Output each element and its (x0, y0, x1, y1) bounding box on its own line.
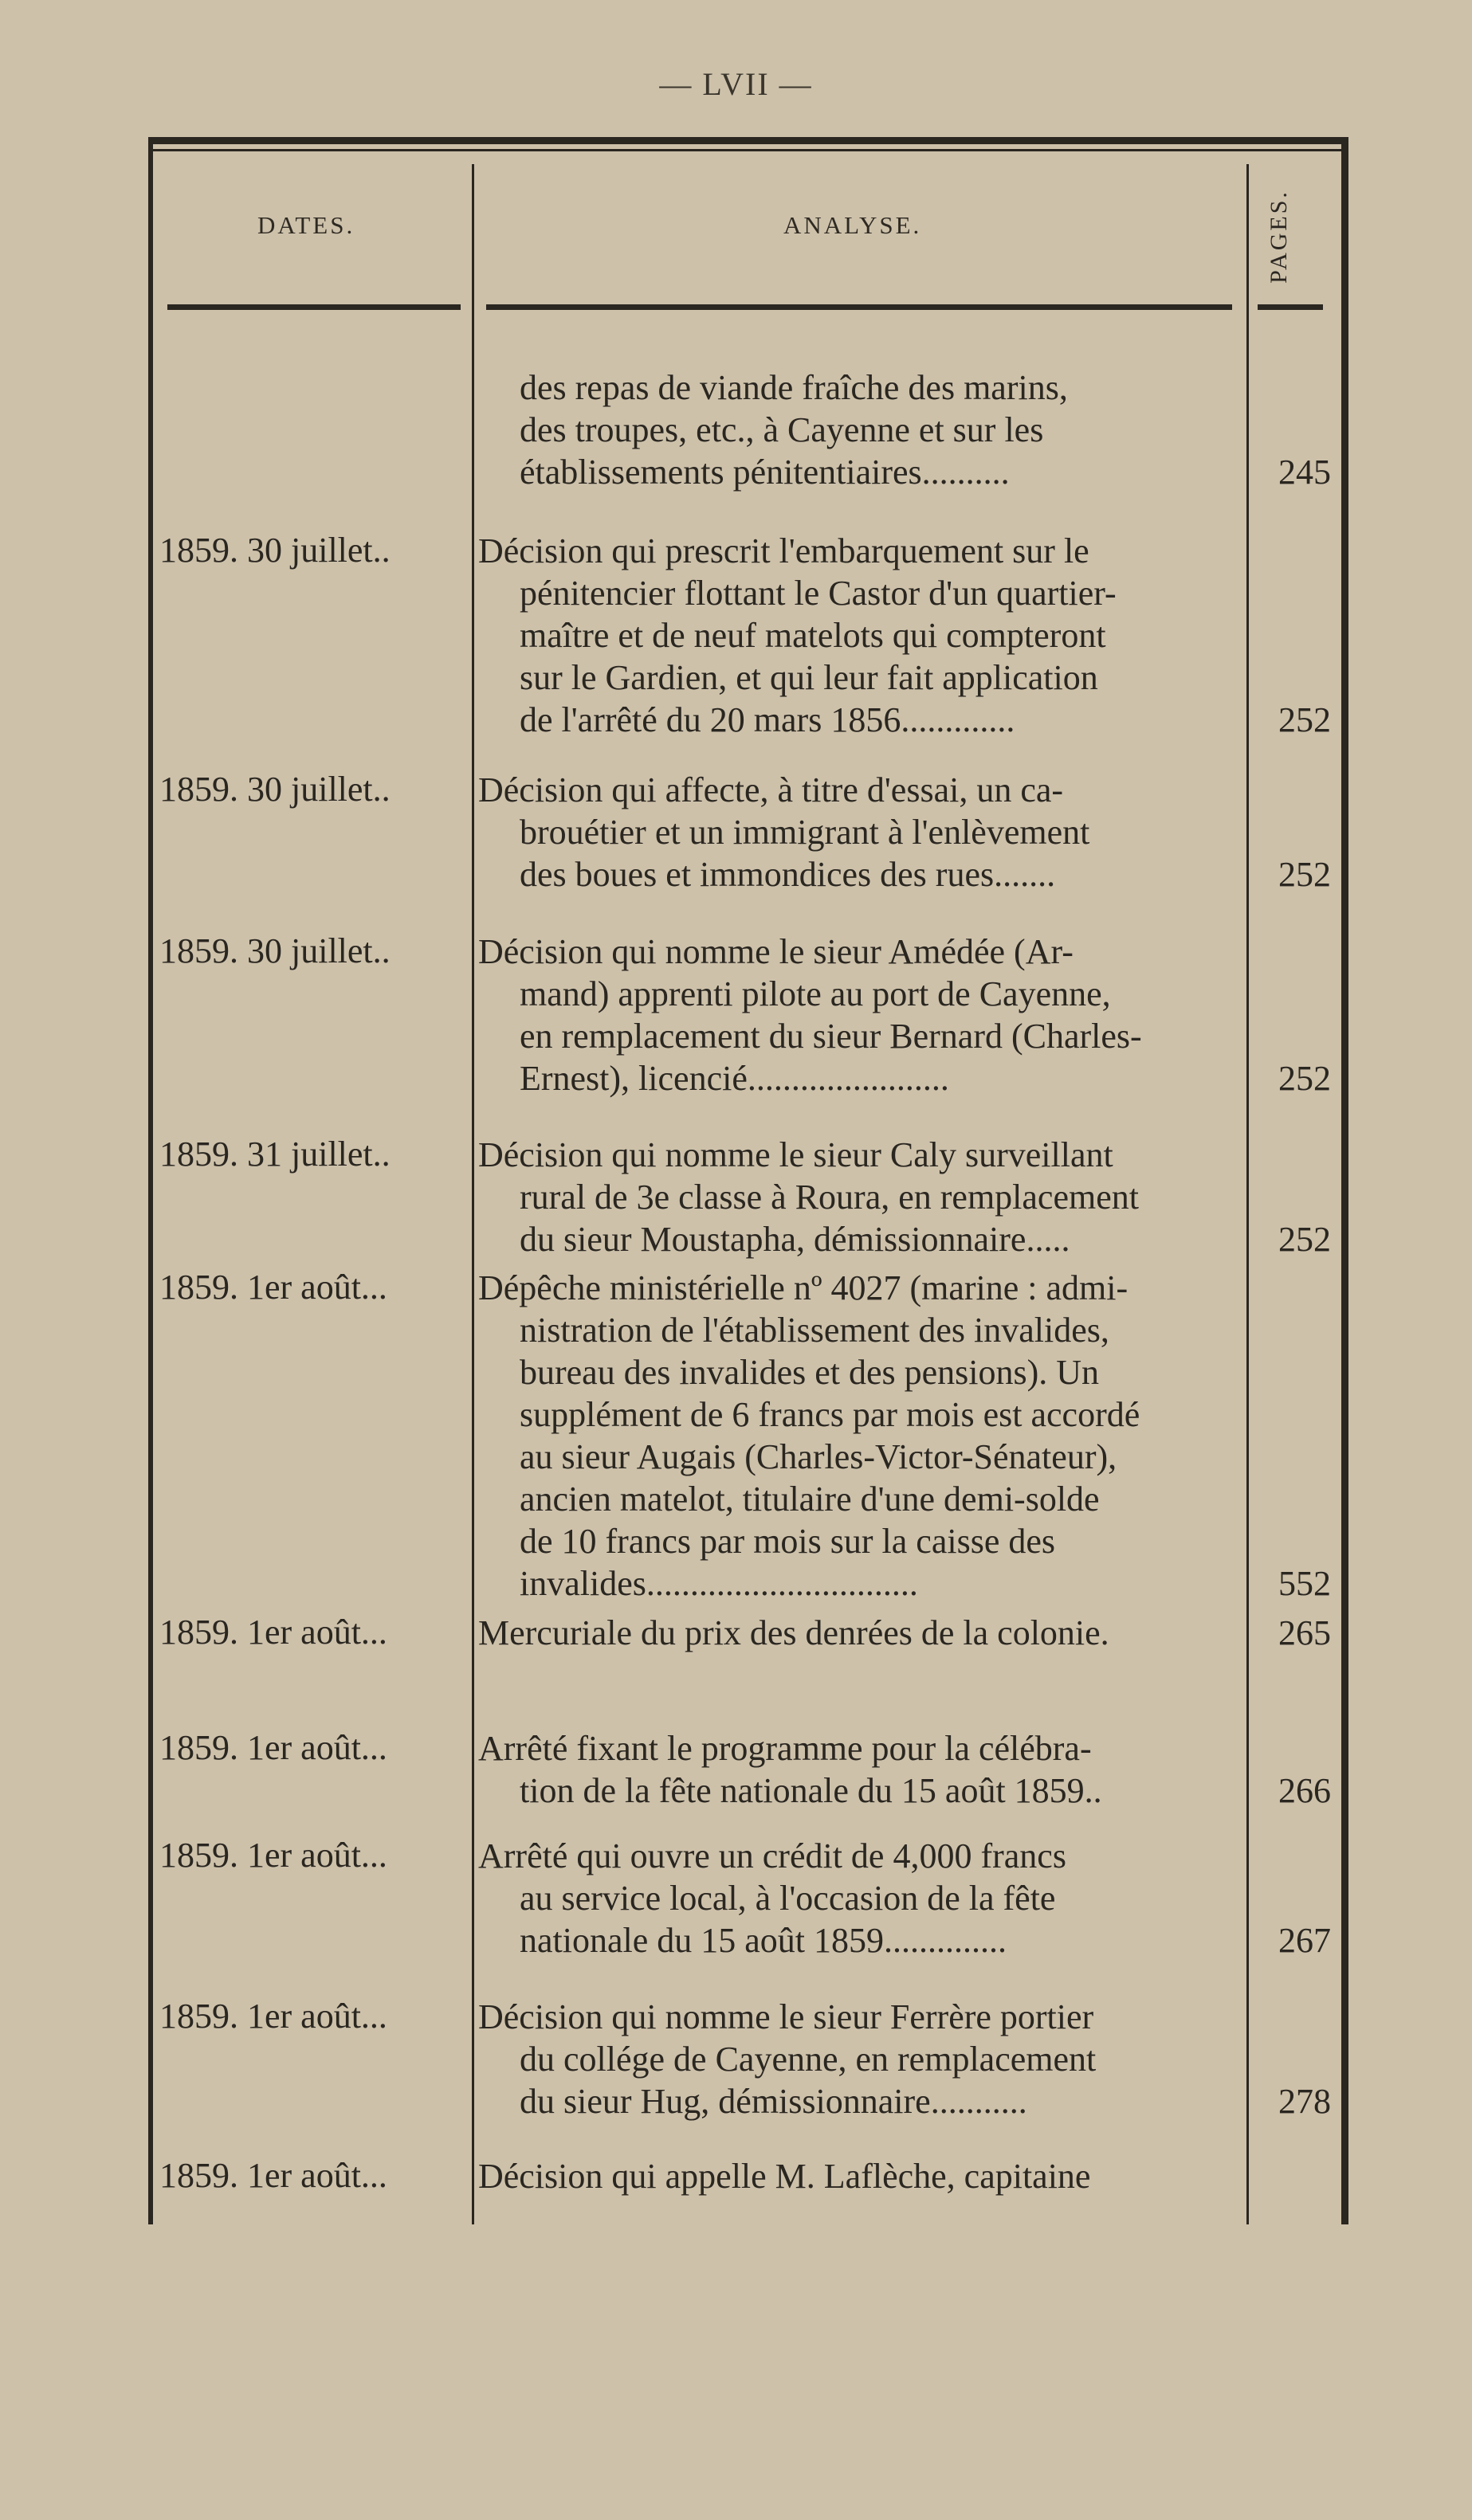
entry-page-number: 252 (1278, 1220, 1331, 1259)
column-divider-pages (1246, 164, 1249, 2224)
top-rule (153, 149, 1341, 151)
entry-analysis (478, 530, 1235, 741)
page-folio: — LVII — (659, 66, 813, 102)
analysis-line: Décision qui nomme le sieur Ferrère portier (478, 1997, 1094, 2036)
analysis-line: en remplacement du sieur Bernard (Charles- (520, 1017, 1142, 1056)
analysis-line: sur le Gardien, et qui leur fait application (520, 658, 1098, 697)
entry-analysis (478, 2155, 1235, 2197)
analysis-line: au sieur Augais (Charles-Victor-Sénateur), (520, 1437, 1117, 1476)
analysis-line: du collége de Cayenne, en remplacement (520, 2040, 1097, 2079)
analysis-line: Décision qui prescrit l'embarquement sur le (478, 531, 1089, 570)
analysis-line: au service local, à l'occasion de la fête (520, 1879, 1056, 1918)
entry-date: 1859. 1er août... (159, 1836, 387, 1875)
entry-date: 1859. 1er août... (159, 2156, 387, 2195)
entry-date: 1859. 31 juillet.. (159, 1135, 391, 1174)
analysis-line: Décision qui nomme le sieur Caly surveillant (478, 1135, 1113, 1174)
analysis-line: nationale du 15 août 1859.............. (520, 1921, 1007, 1960)
analysis-line: des repas de viande fraîche des marins, (520, 368, 1068, 407)
header-rule-analyse (486, 304, 1232, 310)
analysis-line: Décision qui appelle M. Laflèche, capitaine (478, 2157, 1091, 2196)
entry-page-number: 252 (1278, 1059, 1331, 1098)
analysis-line: pénitencier flottant le Castor d'un quartier- (520, 574, 1117, 613)
analysis-line: Mercuriale du prix des denrées de la colonie. (478, 1613, 1109, 1652)
entry-page-number: 252 (1278, 855, 1331, 894)
entry-date: 1859. 1er août... (159, 1997, 387, 2036)
analysis-line: tion de la fête nationale du 15 août 1859.. (520, 1771, 1102, 1810)
entry-analysis (478, 366, 1235, 493)
entry-date: 1859. 1er août... (159, 1728, 387, 1767)
analysis-line: bureau des invalides et des pensions). Un (520, 1353, 1100, 1392)
analysis-line: Arrêté fixant le programme pour la célébra- (478, 1729, 1092, 1768)
entry-analysis (478, 1727, 1235, 1812)
header-rule-pages (1258, 304, 1323, 310)
entry-date: 1859. 30 juillet.. (159, 531, 391, 570)
entry-page-number: 265 (1278, 1613, 1331, 1652)
analysis-line: Arrêté qui ouvre un crédit de 4,000 francs (478, 1836, 1066, 1875)
entry-analysis (478, 1996, 1235, 2122)
header-pages: PAGES. (1266, 190, 1292, 284)
entry-page-number: 266 (1278, 1771, 1331, 1810)
analysis-line: Dépêche ministérielle nº 4027 (marine : admi- (478, 1268, 1129, 1307)
entry-date: 1859. 30 juillet.. (159, 931, 391, 970)
analysis-line: des troupes, etc., à Cayenne et sur les (520, 410, 1044, 449)
analysis-line: Décision qui nomme le sieur Amédée (Ar- (478, 932, 1074, 971)
entry-analysis (478, 1612, 1235, 1654)
header-rule-dates (167, 304, 461, 310)
analysis-line: ancien matelot, titulaire d'une demi-solde (520, 1479, 1100, 1519)
column-divider-dates (472, 164, 474, 2224)
entry-page-number: 552 (1278, 1564, 1331, 1603)
analysis-line: de l'arrêté du 20 mars 1856............. (520, 700, 1015, 739)
header-analyse: ANALYSE. (783, 211, 922, 239)
entry-page-number: 278 (1278, 2082, 1331, 2121)
analysis-line: Décision qui affecte, à titre d'essai, un ca- (478, 770, 1064, 809)
analysis-line: du sieur Hug, démissionnaire........... (520, 2082, 1027, 2121)
entry-analysis (478, 1267, 1235, 1605)
entry-page-number: 252 (1278, 700, 1331, 739)
entry-analysis (478, 1835, 1235, 1962)
analysis-line: de 10 francs par mois sur la caisse des (520, 1522, 1056, 1561)
analysis-line: invalides............................... (520, 1564, 918, 1603)
analysis-line: des boues et immondices des rues....... (520, 855, 1056, 894)
entry-page-number: 245 (1278, 453, 1331, 492)
entry-analysis (478, 769, 1235, 896)
analysis-line: maître et de neuf matelots qui compteront (520, 616, 1106, 655)
entry-analysis (478, 931, 1235, 1099)
entry-date: 1859. 30 juillet.. (159, 770, 391, 809)
entry-page-number: 267 (1278, 1921, 1331, 1960)
analysis-line: établissements pénitentiaires.......... (520, 453, 1010, 492)
entry-date: 1859. 1er août... (159, 1613, 387, 1652)
analysis-line: Ernest), licencié....................... (520, 1059, 949, 1098)
entry-date: 1859. 1er août... (159, 1268, 387, 1307)
header-dates: DATES. (257, 211, 355, 239)
analysis-line: brouétier et un immigrant à l'enlèvement (520, 813, 1090, 852)
analysis-line: mand) apprenti pilote au port de Cayenne, (520, 974, 1111, 1013)
analysis-line: nistration de l'établissement des invalides, (520, 1311, 1109, 1350)
entry-analysis (478, 1134, 1235, 1260)
analysis-line: du sieur Moustapha, démissionnaire..... (520, 1220, 1070, 1259)
analysis-line: rural de 3e classe à Roura, en remplacement (520, 1178, 1139, 1217)
analysis-line: supplément de 6 francs par mois est accordé (520, 1395, 1140, 1434)
